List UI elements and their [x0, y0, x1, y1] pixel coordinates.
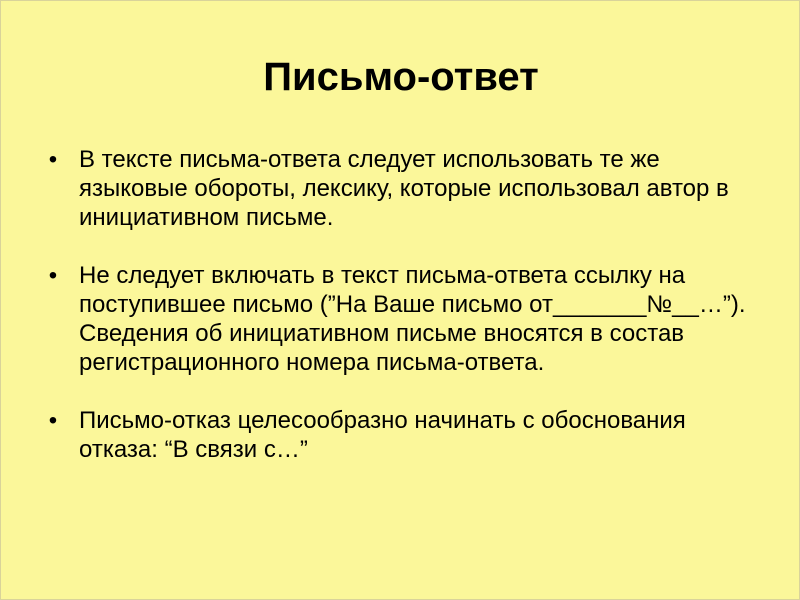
- bullet-item: [41, 406, 771, 464]
- bullet-text: Письмо-отказ целесообразно начинать с обоснования отказа: “В связи с…”: [79, 407, 686, 463]
- bullet-marker-icon: •: [48, 407, 58, 434]
- bullet-item: [41, 145, 771, 232]
- bullet-item: [41, 261, 771, 377]
- bullet-marker-icon: •: [48, 146, 58, 173]
- bullet-list: [41, 145, 771, 493]
- bullet-text: В тексте письма-ответа следует использовать те же языковые обороты, лексику, которые использовал автор в инициативном письме.: [79, 146, 729, 231]
- bullet-marker-icon: •: [48, 262, 58, 289]
- slide-title: Письмо-ответ: [263, 55, 539, 99]
- bullet-text: Не следует включать в текст письма-ответа ссылку на поступившее письмо (”На Ваше письмо от_______№__…”). Сведения об инициативном письме вносятся в состав регистрационного номера письма-ответа.: [79, 262, 746, 376]
